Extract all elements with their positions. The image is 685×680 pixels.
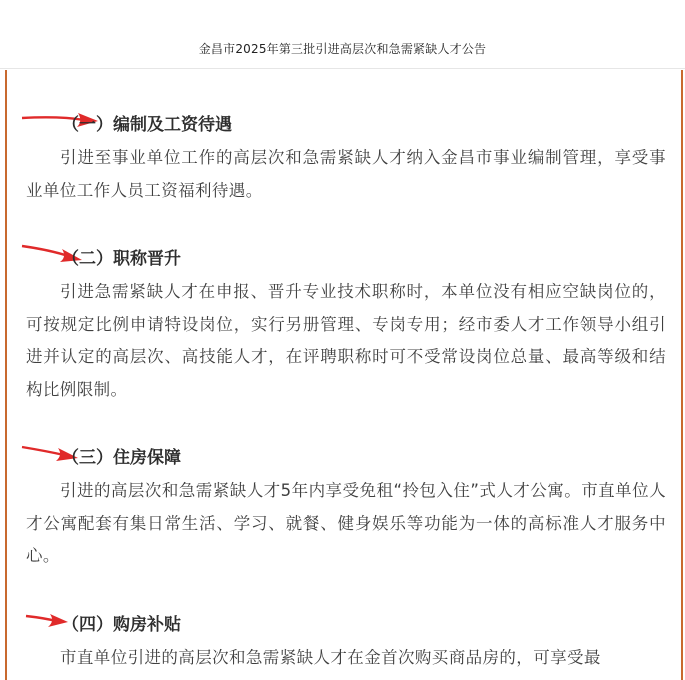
section-heading-text: （二）职称晋升 [62, 249, 181, 269]
section-heading [26, 441, 666, 475]
header-bar [0, 0, 685, 69]
section-heading [26, 242, 666, 276]
section-heading-text: （三）住房保障 [62, 448, 181, 468]
section-body: 引进急需紧缺人才在申报、晋升专业技术职称时，本单位没有相应空缺岗位的，可按规定比例申请特设岗位，实行另册管理、专岗专用；经市委人才工作领导小组引进并认定的高层次、高技能人才，在评聘职称时可不受常设岗位总量、最高等级和结构比例限制。 [26, 282, 666, 399]
page-title: 金昌市2025年第三批引进高层次和急需紧缺人才公告 [198, 42, 487, 56]
section-heading-text: （四）购房补贴 [62, 614, 181, 635]
section-housing [26, 441, 666, 573]
section-heading-text: （一）编制及工资待遇 [62, 115, 232, 135]
article-body [26, 108, 666, 674]
section-heading [26, 108, 666, 142]
section-heading [26, 608, 666, 642]
section-body: 引进至事业单位工作的高层次和急需紧缺人才纳入金昌市事业编制管理，享受事业单位工作人员工资福利待遇。 [26, 148, 666, 200]
right-border-rule [681, 70, 683, 680]
section-body: 市直单位引进的高层次和急需紧缺人才在金首次购买商品房的，可享受最 [60, 647, 601, 667]
section-salary [26, 108, 666, 207]
section-body: 引进的高层次和急需紧缺人才5年内享受免租“拎包入住”式人才公寓。市直单位人才公寓配套有集日常生活、学习、就餐、健身娱乐等功能为一体的高标准人才服务中心。 [26, 481, 666, 565]
section-housing-subsidy [26, 608, 666, 675]
section-title-promotion [26, 242, 666, 406]
left-border-rule [5, 70, 7, 680]
